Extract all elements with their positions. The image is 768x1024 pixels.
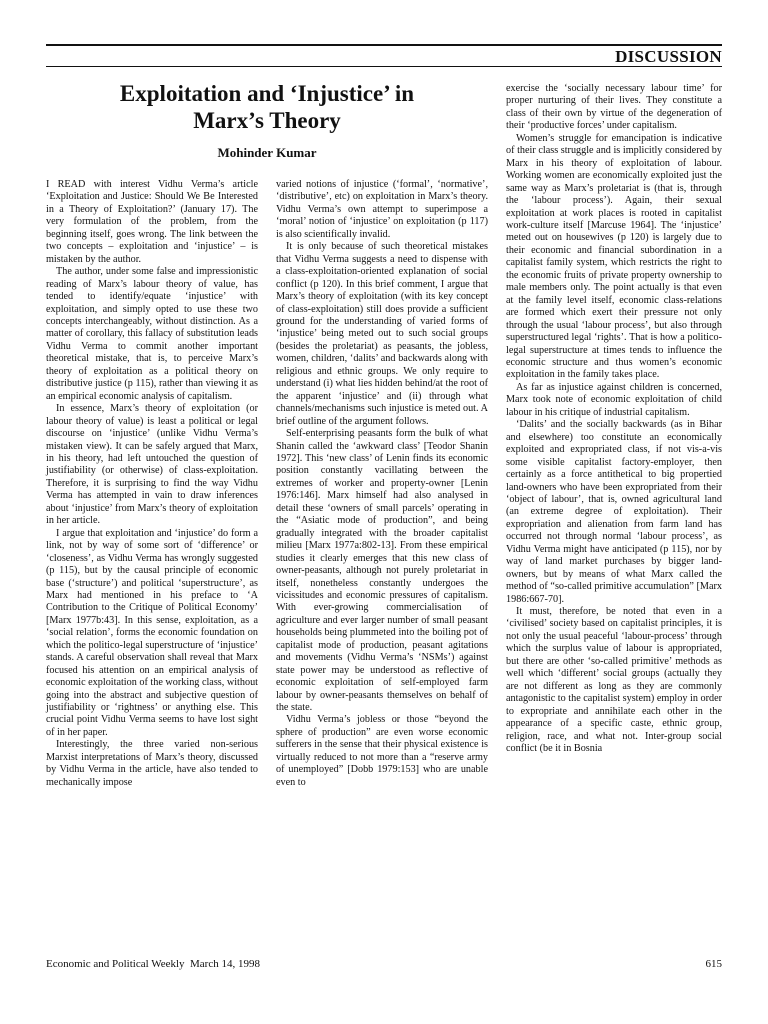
paragraph: In essence, Marx’s theory of exploitation (or labour theory of value) is least a political or legal discourse on ‘injustice’ (unlike Vidhu Verma’s mistaken view). It can be safely argued that Marx, in his theory, had left untouched the question of justifiability (or otherwise) of class-exploitation. Therefore, it is surprising to find the way Vidhu Verma has attempted in vain to draw inferences about ‘injustice’ from Marx’s theory of exploitation in her article. [46, 403, 258, 527]
paragraph: Interestingly, the three varied non-serious Marxist interpretations of Marx’s theory, discussed by Vidhu Verma in the article, have also tended to mechanically impose [46, 739, 258, 788]
footer-citation [46, 958, 260, 970]
paragraph: It must, therefore, be noted that even in a ‘civilised’ society based on capitalist principles, it is not only the usual peaceful ‘labour-process’ through which the surplus value of labour is appropriated, but there are other ‘so-called primitive’ methods as well which ‘different’ social groups (actually they are not different as long as they are commonly antagonistic to the capitalist system) employ in order to expropriate and annihilate each other in the appearance of a specific caste, ethnic group, religion, race, and what not. Inter-group social conflict (be it in Bosnia [506, 606, 722, 755]
paragraph: I argue that exploitation and ‘injustice’ do form a link, not by way of some sort of ‘difference’ or ‘closeness’, as Vidhu Verma has wrongly suggested (p 115), but by the causal principle of economic base (‘structure’) and political ‘superstructure’, as Marx had mentioned in his preface to ‘A Contribution to the Critique of Political Economy’ [Marx 1977b:43]. In this sense, exploitation, as a ‘social relation’, forms the economic foundation on which the politico-legal superstructure of ‘injustice’ stands. A careful observation shall reveal that Marx focused his attention on an empirical analysis of economic exploitation of the working class, without going into the abstract and subjective question of justifiability or ‘rightness’ or anything else. This crucial point Vidhu Verma seems to have lost sight of in her paper. [46, 527, 258, 738]
article-title-line-1: Exploitation and ‘Injustice’ in [119, 81, 415, 106]
paragraph: The author, under some false and impressionistic reading of Marx’s labour theory of value, has tended to identify/equate ‘injustice’ with exploitation, and simply opted to use these two concepts interchangeably, without distinction. As a matter of corollary, this fallacy of substitution leads Vidhu Verma to commit another important theoretical mistake, that is, to perceive Marx’s theory of exploitation as a political theory on distributive justice (p 115), rather than viewing it as an empirical economic analysis of capitalism. [46, 266, 258, 402]
article-title-line-2: Marx’s Theory [193, 108, 341, 133]
paragraph: It is only because of such theoretical mistakes that Vidhu Verma suggests a need to dispense with a class-exploitation-oriented explanation of social conflict (p 120). In this brief comment, I argue that Marx’s theory of exploitation (with its key concept of class-exploitation) still does provide a sufficient ground for the understanding of varied forms of ‘injustice’ being meted out to such social groups (besides the proletariat) as peasants, the jobless, women, children, ‘dalits’ and backwards along with religious and ethnic groups. We only require to understand (i) what lies hidden behind/at the root of the apparent ‘injustice’ and (ii) through what channels/mechanisms such injustice is meted out. A brief outline of the argument follows. [276, 241, 488, 427]
paragraph: I READ with interest Vidhu Verma’s article ‘Exploitation and Justice: Should We Be Interested in a Theory of Exploitation?’ (January 17). The very formulation of the problem, from the beginning itself, goes wrong. The link between the two concepts – exploitation and ‘injustice’ – is mistaken by the author. [46, 179, 258, 265]
journal-name: Economic and Political Weekly [46, 958, 185, 970]
paragraph: ‘Dalits’ and the socially backwards (as in Bihar and elsewhere) too constitute an economically exploited and expropriated class, if not vis-a-vis some visible capitalist factory-employer, then certainly as a force antithetical to big propertied land-owners who have been expropriated from their ‘object of labour’, that is, owned agricultural land (an extreme degree of exploitation). Their expropriation and alienation from farm land has occurred not through normal ‘labour process’, as Vidhu Verma might have anticipated (p 115), nor by way of land market purchases by bigger land-owners, but by means of what Marx called the method of “so-called primitive accumulation” [Marx 1986:667-70]. [506, 419, 722, 605]
paragraph: varied notions of injustice (‘formal’, ‘normative’, ‘distributive’, etc) on exploitation in Marx’s theory. Vidhu Verma’s own attempt to superimpose a ‘moral’ notion of ‘injustice’ on exploitation (p 117) is also scientifically invalid. [276, 179, 488, 240]
paragraph: Self-enterprising peasants form the bulk of what Shanin called the ‘awkward class’ [Teodor Shanin 1972]. This ‘new class’ of Lenin finds its economic position constantly vacillating between the extremes of worker and property-owner [Lenin 1976:146]. Marx himself had also analysed in detail these ‘owners of small parcels’ operating in the “Asiatic mode of production”, and being gradually integrated with the broader capitalist milieu [Marx 1977a:802-13]. From these empirical studies it clearly emerges that this new class of owner-peasants, although not purely proletariat in itself, nonetheless constantly undergoes the vicissitudes and economic pressures of capitalism. With ever-growing commercialisation of agriculture and ever larger number of small peasant households being plummeted into the boiling pot of capitalist mode of production, peasant agitations and movements (Vidhu Verma’s ‘NSMs’) against state power may be understood as reflective of economic exploitation of self-employed farm labour by owner-peasants themselves on behalf of the state. [276, 428, 488, 714]
paragraph: Vidhu Verma’s jobless or those “beyond the sphere of production” are even worse economic sufferers in the sense that their physical existence is virtually reduced to not more than a “reserve army of unemployed” [Dobb 1979:153] who are unable even to [276, 714, 488, 788]
paragraph: exercise the ‘socially necessary labour time’ for proper nurturing of their lives. They constitute a class of their own by virtue of the degeneration of their ‘productive forces’ under capitalism. [506, 83, 722, 132]
paragraph: Women’s struggle for emancipation is indicative of their class struggle and is implicitly considered by Marx in his theory of exploitation of labour. Working women are economically exploited just the same way as Marx’s proletariat is (that is, through the ‘labour process’). Again, their sexual exploitation at work places is rooted in capitalist work-culture itself [Marcuse 1964]. The ‘injustice’ meted out on housewives (p 120) is largely due to their economic and financial subordination in a capitalist family system, which restricts the right to the economic fruits of private property ownership to male members only. The point actually is that even at the family level itself, economic class-relations are formed which exert their pressure not only through the usual ‘labour process’, but also through superstructured legal ‘rights’. That is how a politico-legal superstructure at times tends to influence the economic structure and thus women’s economic exploitation in the family takes place. [506, 132, 722, 381]
text-column-2 [276, 179, 488, 789]
paragraph: As far as injustice against children is concerned, Marx took note of economic exploitation of child labour in his critique of industrial capitalism. [506, 381, 722, 418]
article-author: Mohinder Kumar [217, 145, 317, 160]
text-column-3 [506, 83, 722, 755]
issue-date: March 14, 1998 [190, 958, 260, 970]
section-heading: DISCUSSION [615, 47, 722, 66]
page-number: 615 [705, 958, 722, 970]
section-rule [46, 66, 722, 67]
text-column-1 [46, 179, 258, 789]
top-rule [46, 44, 722, 46]
article-title [46, 80, 488, 134]
